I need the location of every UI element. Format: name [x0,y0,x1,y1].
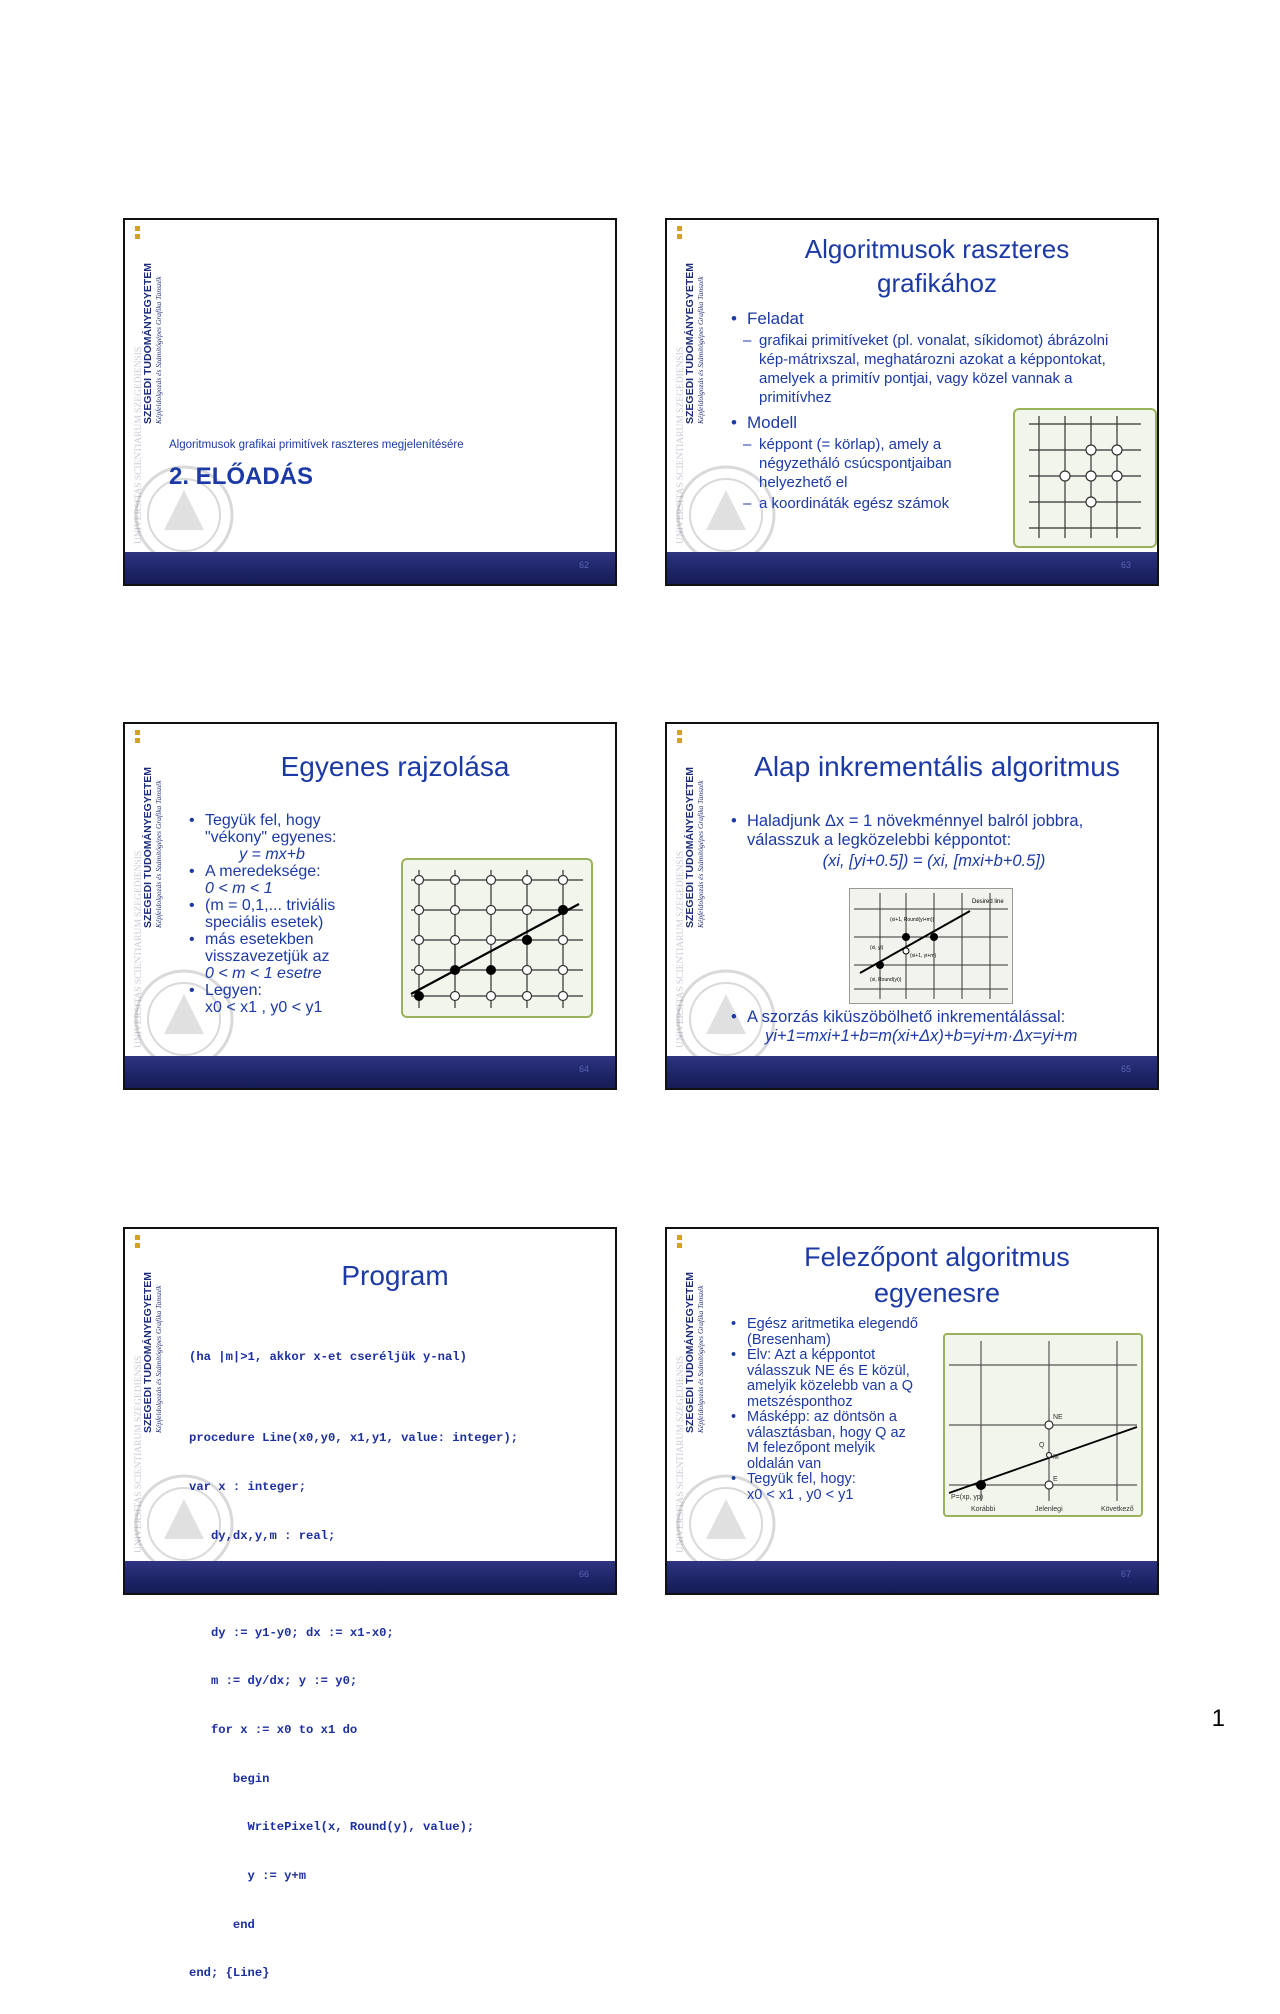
svg-text:Képfeldolgozás és Számítógépes: Képfeldolgozás és Számítógépes Grafika Tanszék [154,780,163,928]
svg-text:Képfeldolgozás és Számítógépes: Képfeldolgozás és Számítógépes Grafika Tanszék [696,1285,705,1433]
svg-text:Korábbi: Korábbi [971,1506,996,1513]
pixel-grid-figure [1013,408,1157,548]
equation: y = mx+b [239,846,305,863]
svg-text:UNIVERSITAS SCIENTIARUM SZEGED: UNIVERSITAS SCIENTIARUM SZEGEDIENSIS [676,346,686,544]
slide-number: 67 [1120,1569,1131,1579]
svg-text:Képfeldolgozás és Számítógépes: Képfeldolgozás és Számítógépes Grafika Tanszék [696,780,705,928]
slide-65 [665,722,1159,1090]
page-number: 1 [1211,1705,1225,1732]
slide-title: 2. ELŐADÁS [169,463,314,490]
svg-text:UNIVERSITAS SCIENTIARUM SZEGED: UNIVERSITAS SCIENTIARUM SZEGEDIENSIS [134,346,144,544]
code-line: m := dy/dx; y := y0; [189,1674,358,1689]
midpoint-figure [943,1333,1143,1517]
equation: x0 < x1 , y0 < y1 [205,999,323,1016]
bullet-modell: • Modell [729,413,1139,433]
incremental-figure [849,888,1013,1004]
svg-text:UNIVERSITAS SCIENTIARUM SZEGED: UNIVERSITAS SCIENTIARUM SZEGEDIENSIS [676,1355,686,1553]
code-line: end [189,1917,255,1932]
svg-text:UNIVERSITAS SCIENTIARUM SZEGED: UNIVERSITAS SCIENTIARUM SZEGEDIENSIS [134,1355,144,1553]
equation: x0 < x1 , y0 < y1 [747,1486,854,1503]
bullet: • Egész aritmetika elegendő (Bresenham) [729,1317,919,1348]
code-line: y := y+m [189,1868,307,1883]
bullet: • Legyen: [187,982,357,999]
slide-number: 62 [578,560,589,570]
svg-text:SZEGEDI TUDOMÁNYEGYETEM: SZEGEDI TUDOMÁNYEGYETEM [684,766,696,928]
svg-text:NE: NE [1053,1414,1063,1421]
bullet: • Tegyük fel, hogy "vékony" egyenes: [187,812,357,846]
line-raster-figure [401,858,593,1018]
code-line: for x := x0 to x1 do [189,1723,358,1738]
slide-title: Felezőpont algoritmus egyenesre [804,1242,1070,1308]
slide-body [729,812,1139,871]
slide-67 [665,1227,1159,1595]
slide-footer [667,1561,1157,1593]
slide-62 [123,218,617,586]
sub-bullet: – a koordináták egész számok [729,494,1139,513]
slide-title: Egyenes rajzolása [280,751,510,782]
bullet: • Tegyük fel, hogy: [729,1472,919,1488]
slide-footer [667,552,1157,584]
code-line: dy,dx,y,m : real; [189,1528,336,1543]
slide-number: 64 [578,1064,589,1074]
bullet: • Másképp: az döntsön a választásban, hogy Q az M felezőpont melyik oldalán van [729,1410,919,1472]
svg-text:Jelenlegi: Jelenlegi [1035,1506,1063,1513]
code-line: dy := y1-y0; dx := x1-x0; [189,1625,394,1640]
slide-title: Alap inkrementális algoritmus [754,751,1120,782]
code-line: (ha |m|>1, akkor x-et cseréljük y-nal) [189,1350,467,1365]
bullet: • Elv: Azt a képpontot válasszuk NE és E közül, amelyik közelebb van a Q metszésponthoz [729,1348,919,1410]
sub-bullet: – grafikai primitíveket (pl. vonalat, síkidomot) ábrázolni kép-mátrixszal, meghatározni azokat a képpontokat, amelyek a primitív pontjai, vagy közel vannak a primitívhez [729,331,1139,407]
slide-footer [125,1056,615,1088]
code-line: procedure Line(x0,y0, x1,y1, value: integer); [189,1431,519,1446]
bullet-feladat: • Feladat [729,309,1139,329]
svg-text:(xi, yi): (xi, yi) [870,945,884,951]
svg-text:(xi+1, Round(yi+m)): (xi+1, Round(yi+m)) [890,917,935,923]
slide-body [187,812,357,1016]
svg-text:(xi+1, yi+m): (xi+1, yi+m) [910,953,937,959]
slide-title: Program [341,1260,449,1291]
sub-bullet: – képpont (= körlap), amely a négyzetháló csúcspontjaiban helyezhető el [729,435,969,492]
code-line: WritePixel(x, Round(y), value); [189,1820,475,1835]
svg-text:Képfeldolgozás és Számítógépes: Képfeldolgozás és Számítógépes Grafika Tanszék [154,276,163,424]
slide-footer [125,1561,615,1593]
bullet: • más esetekben visszavezetjük az 0 < m < 1 esetre [187,931,357,982]
bullet: • A szorzás kiküszöbölhető inkrementálással: [729,1008,1139,1027]
svg-text:E: E [1053,1476,1058,1483]
svg-text:M: M [1053,1454,1059,1461]
svg-text:(xi, Round(yi)): (xi, Round(yi)) [870,977,902,983]
bullet: • (m = 0,1,... triviális speciális esetek) [187,897,357,931]
equation: 0 < m < 1 [205,880,273,897]
svg-text:Következő: Következő [1101,1506,1134,1513]
slide-66 [123,1227,617,1981]
svg-text:Desired line: Desired line [972,899,1004,905]
equation: yi+1=mxi+1+b=m(xi+Δx)+b=yi+m·Δx=yi+m [765,1027,1078,1045]
svg-text:Q: Q [1039,1442,1045,1449]
svg-text:SZEGEDI TUDOMÁNYEGYETEM: SZEGEDI TUDOMÁNYEGYETEM [142,262,154,424]
code-line: var x : integer; [189,1480,307,1495]
code-line: end; {Line} [189,1966,270,1981]
bullet: • Haladjunk Δx = 1 növekménnyel balról jobbra, válasszuk a legközelebbi képpontot: [729,812,1139,850]
equation: (xi, [yi+0.5]) = (xi, [mxi+b+0.5]) [822,852,1046,870]
slide-title: Algoritmusok raszteres grafikához [804,234,1070,298]
bullet: • A meredeksége: [187,863,357,880]
svg-text:SZEGEDI TUDOMÁNYEGYETEM: SZEGEDI TUDOMÁNYEGYETEM [684,1271,696,1433]
code-line: begin [189,1771,270,1786]
slide-footer [667,1056,1157,1088]
svg-text:P=(xp, yp): P=(xp, yp) [951,1494,984,1501]
slide-body-bottom [729,1008,1139,1046]
slide-footer [125,552,615,584]
pascal-code [189,1317,518,2014]
svg-text:SZEGEDI TUDOMÁNYEGYETEM: SZEGEDI TUDOMÁNYEGYETEM [142,766,154,928]
svg-text:SZEGEDI TUDOMÁNYEGYETEM: SZEGEDI TUDOMÁNYEGYETEM [684,262,696,424]
svg-text:UNIVERSITAS SCIENTIARUM SZEGED: UNIVERSITAS SCIENTIARUM SZEGEDIENSIS [676,850,686,1048]
svg-text:Képfeldolgozás és Számítógépes: Képfeldolgozás és Számítógépes Grafika Tanszék [154,1285,163,1433]
slide-number: 63 [1120,560,1131,570]
svg-text:SZEGEDI TUDOMÁNYEGYETEM: SZEGEDI TUDOMÁNYEGYETEM [142,1271,154,1433]
slide-number: 66 [578,1569,589,1579]
slide-number: 65 [1120,1064,1131,1074]
svg-text:Képfeldolgozás és Számítógépes: Képfeldolgozás és Számítógépes Grafika Tanszék [696,276,705,424]
slide-subtitle: Algoritmusok grafikai primitívek raszteres megjelenítésére [169,439,464,451]
slide-64 [123,722,617,1090]
svg-text:UNIVERSITAS SCIENTIARUM SZEGED: UNIVERSITAS SCIENTIARUM SZEGEDIENSIS [134,850,144,1048]
slide-63 [665,218,1159,586]
slide-body [729,1317,919,1503]
